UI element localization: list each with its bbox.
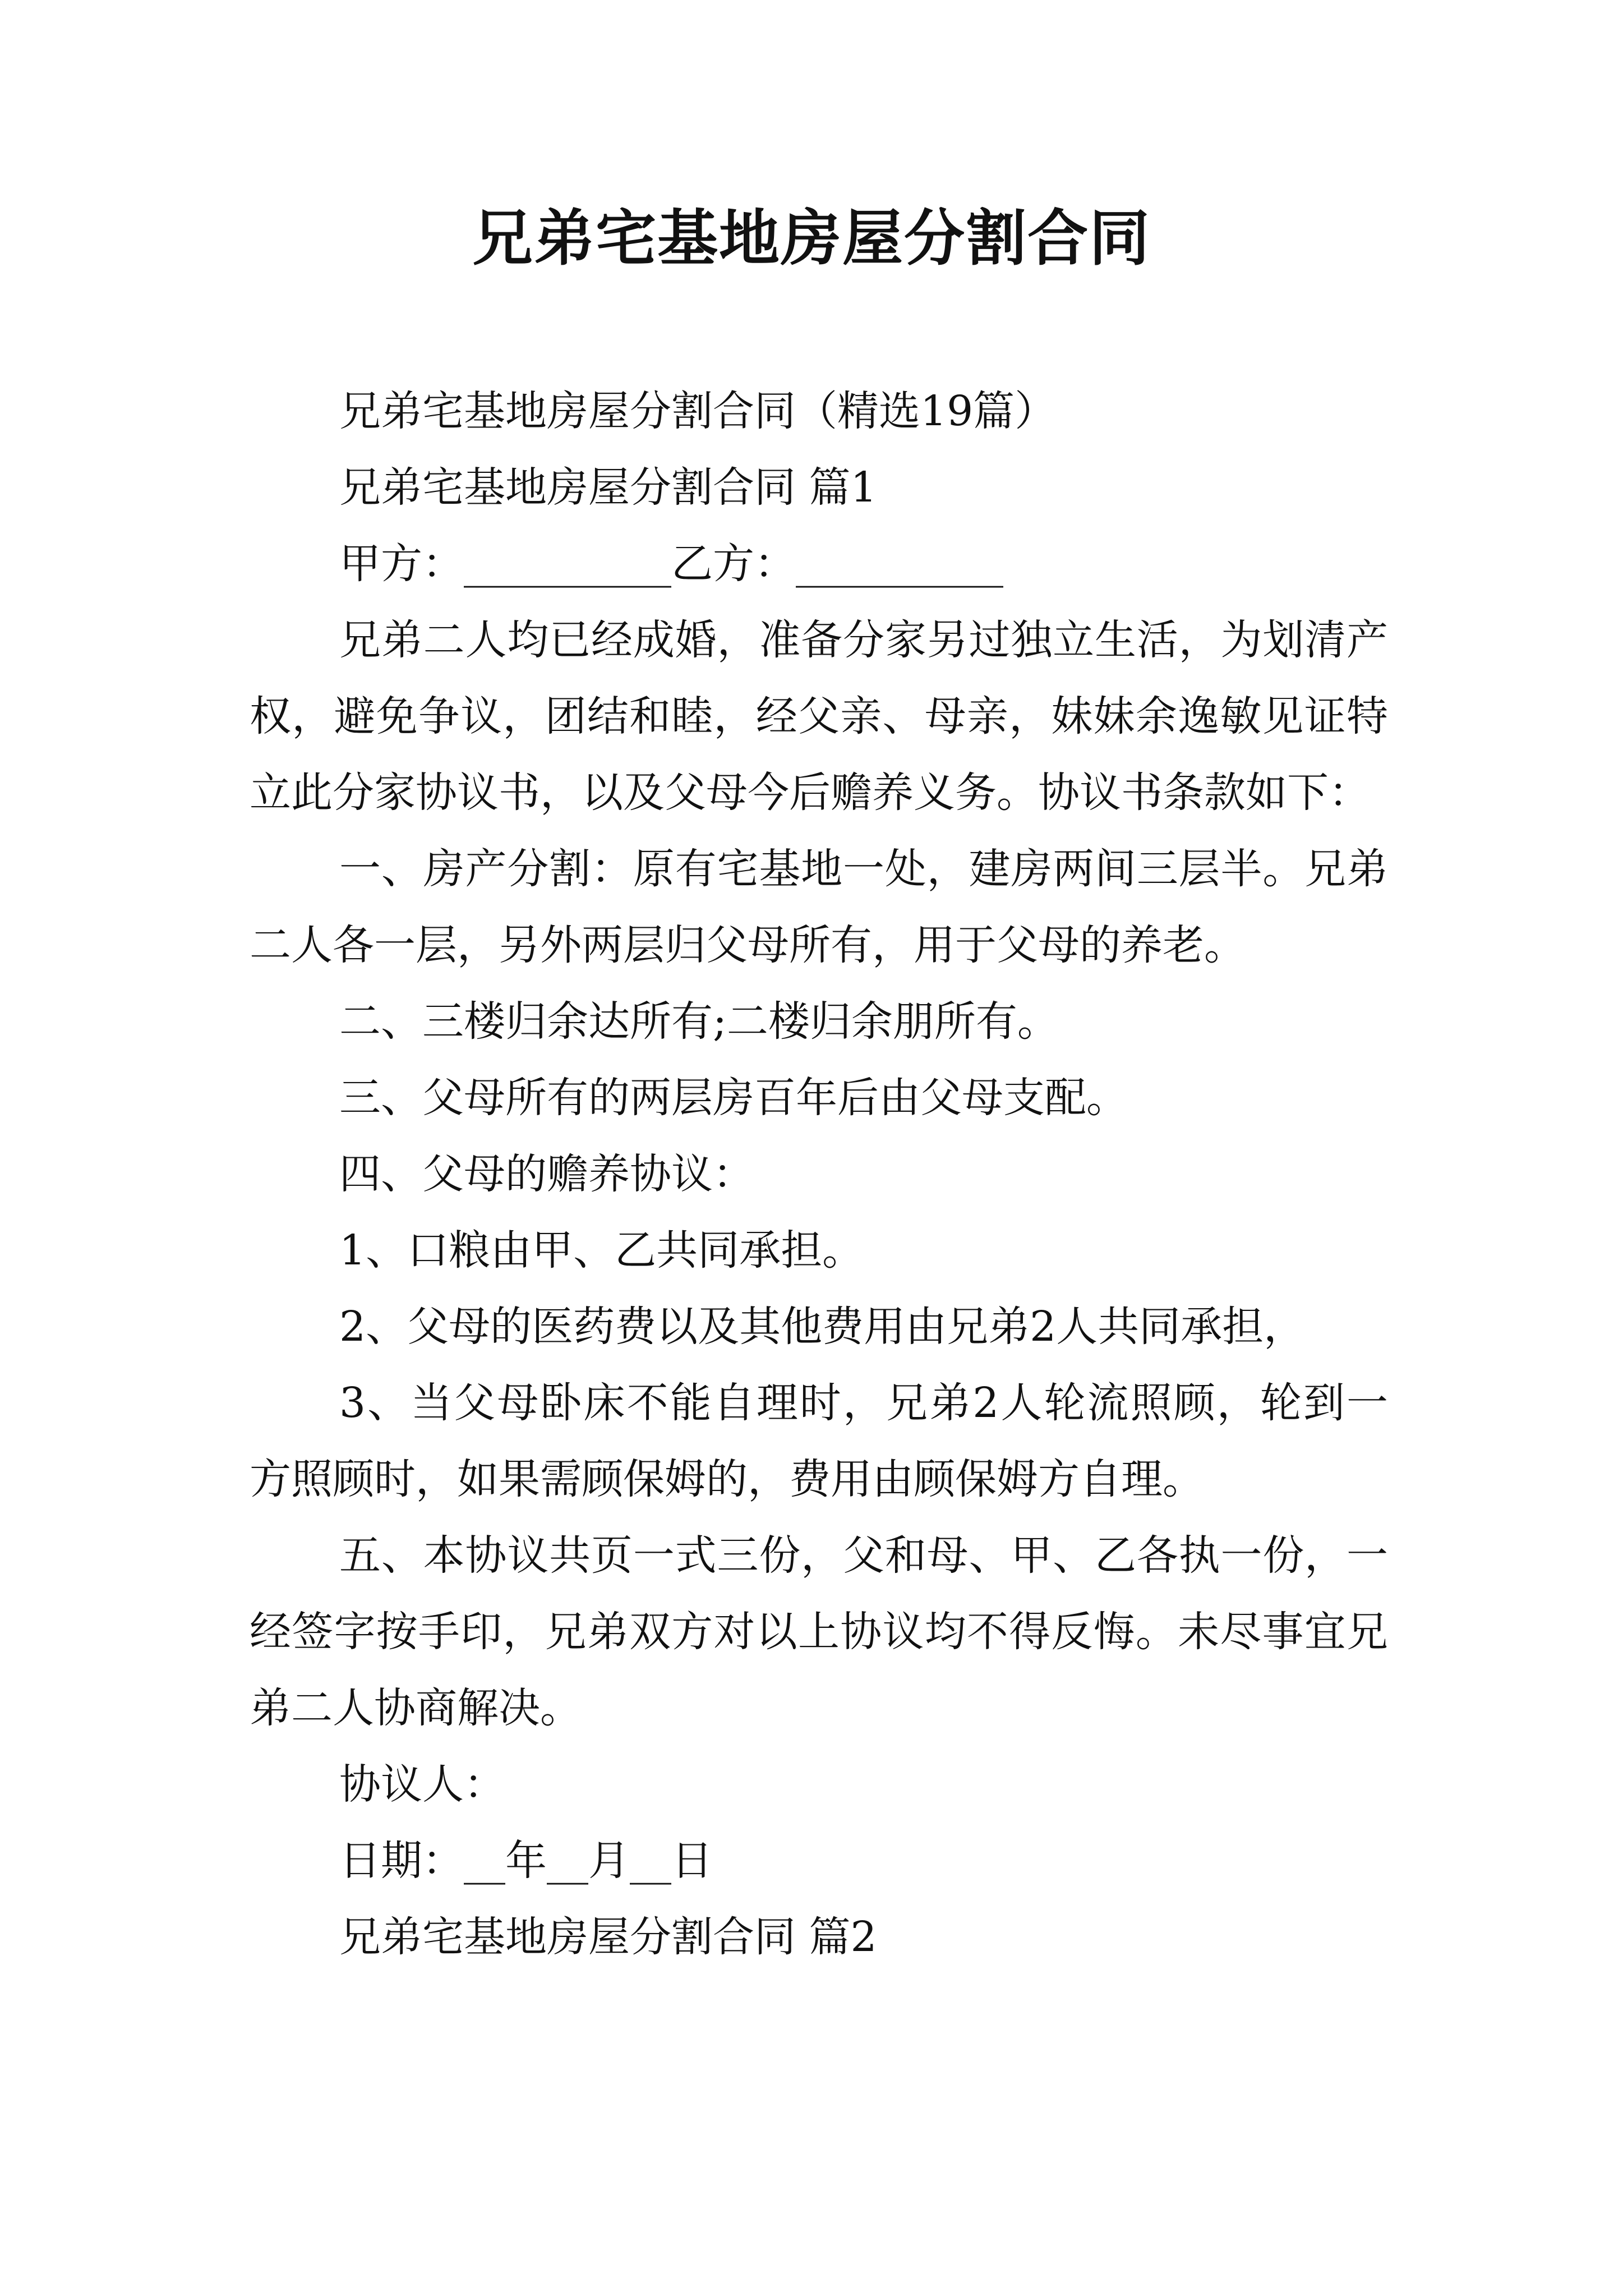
- paragraph-clause-4: 四、父母的赡养协议：: [339, 1150, 754, 1198]
- paragraph-item-1: 1、口粮由甲、乙共同承担。: [339, 1226, 864, 1274]
- paragraph-clause-5: 五、本协议共页一式三份，父和母、甲、乙各执一份，一经签字按手印，兄弟双方对以上协议均不得反悔。未尽事宜兄弟二人协商解决。: [250, 1531, 1388, 1732]
- paragraph-section-heading-1: 兄弟宅基地房屋分割合同 篇1: [339, 463, 877, 512]
- document-title: 兄弟宅基地房屋分割合同: [472, 203, 1151, 274]
- paragraph-signatories: 协议人：: [339, 1760, 505, 1809]
- paragraph-collection-title: 兄弟宅基地房屋分割合同（精选19篇）: [339, 387, 1057, 435]
- document-body: [250, 373, 1388, 1975]
- paragraph-item-3: 3、当父母卧床不能自理时，兄弟2人轮流照顾，轮到一方照顾时，如果需顾保姆的，费用由顾保姆方自理。: [250, 1379, 1388, 1503]
- paragraph-section-heading-2: 兄弟宅基地房屋分割合同 篇2: [339, 1913, 877, 1961]
- paragraph-item-2: 2、父母的医药费以及其他费用由兄弟2人共同承担，: [339, 1303, 1306, 1351]
- paragraph-clause-2: 二、三楼归余达所有;二楼归余朋所有。: [339, 997, 1059, 1046]
- paragraph-preamble: 兄弟二人均已经成婚，准备分家另过独立生活，为划清产权，避免争议，团结和睦，经父亲、母亲，妹妹余逸敏见证特立此分家协议书，以及父母今后赡养义务。协议书条款如下：: [250, 616, 1388, 817]
- paragraph-clause-3: 三、父母所有的两层房百年后由父母支配。: [339, 1074, 1128, 1122]
- paragraph-clause-1: 一、房产分割：原有宅基地一处，建房两间三层半。兄弟二人各一层，另外两层归父母所有，用于父母的养老。: [250, 845, 1388, 969]
- paragraph-parties: 甲方：__________乙方：__________: [339, 540, 1003, 588]
- paragraph-date: 日期：__年__月__日: [339, 1837, 713, 1885]
